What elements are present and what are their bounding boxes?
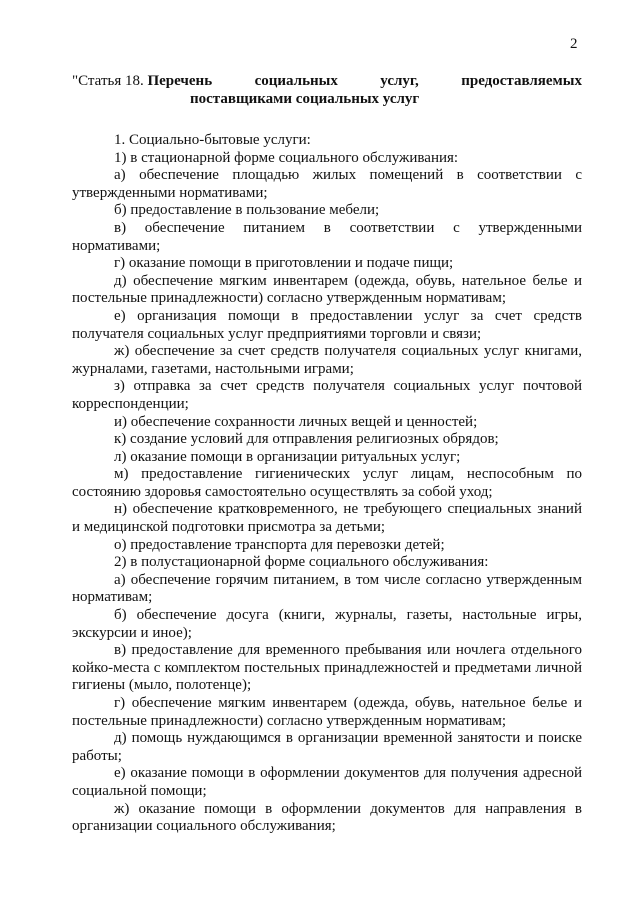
paragraph: г) обеспечение мягким инвентарем (одежда, обувь, нательное белье и постельные принадлежности) согласно утвержденным нормативам; bbox=[72, 695, 582, 729]
paragraph: н) обеспечение кратковременного, не требующего специальных знаний и медицинской подготовки присмотра за детьми; bbox=[72, 501, 582, 536]
article-title-start bbox=[72, 72, 212, 90]
paragraph: 1) в стационарной форме социального обслуживания: bbox=[114, 149, 459, 166]
article-title-line-2: поставщиками социальных услуг bbox=[190, 91, 420, 107]
paragraph: е) оказание помощи в оформлении документов для получения адресной социальной помощи; bbox=[72, 765, 582, 799]
paragraph: г) оказание помощи в приготовлении и подаче пищи; bbox=[114, 255, 454, 272]
paragraph: б) предоставление в пользование мебели; bbox=[114, 202, 380, 219]
paragraph: 1. Социально-бытовые услуги: bbox=[114, 132, 311, 148]
article-title-word: предоставляемых bbox=[461, 73, 582, 89]
paragraph: б) обеспечение досуга (книги, журналы, газеты, настольные игры, экскурсии и иное); bbox=[72, 607, 582, 641]
paragraph: е) организация помощи в предоставлении услуг за счет средств получателя социальных услуг предприятиями торговли и связи; bbox=[72, 307, 582, 342]
paragraph: о) предоставление транспорта для перевозки детей; bbox=[114, 536, 445, 553]
paragraph: в) обеспечение питанием в соответствии с утвержденными нормативами; bbox=[72, 219, 582, 254]
paragraph: л) оказание помощи в организации ритуальных услуг; bbox=[114, 448, 461, 465]
article-title-word: Перечень bbox=[147, 73, 213, 89]
paragraph: и) обеспечение сохранности личных вещей и ценностей; bbox=[114, 413, 478, 430]
paragraph: к) создание условий для отправления религиозных обрядов; bbox=[114, 431, 499, 448]
article-title-word: социальных bbox=[254, 73, 338, 89]
article-title-prefix: "Статья 18. bbox=[72, 73, 144, 89]
article-title bbox=[72, 72, 582, 108]
paragraph: в) предоставление для временного пребывания или ночлега отдельного койко-места с комплектом постельных принадлежностей и предметами личной гигиены (мыло, полотенце); bbox=[72, 642, 582, 694]
paragraph: а) обеспечение горячим питанием, в том числе согласно утвержденным нормативам; bbox=[72, 571, 582, 606]
paragraph: д) помощь нуждающимся в организации временной занятости и поиске работы; bbox=[72, 730, 582, 764]
article-body bbox=[72, 132, 582, 836]
article-title-line-1 bbox=[72, 72, 582, 90]
article-title-word: услуг, bbox=[380, 73, 419, 89]
paragraph: м) предоставление гигиенических услуг лицам, неспособным по состоянию здоровья самостоятельно осуществлять за собой уход; bbox=[72, 466, 582, 500]
page-number: 2 bbox=[570, 36, 578, 52]
paragraph: а) обеспечение площадью жилых помещений в соответствии с утвержденными нормативами; bbox=[72, 167, 582, 201]
paragraph: 2) в полустационарной форме социального обслуживания: bbox=[114, 554, 489, 571]
paragraph: д) обеспечение мягким инвентарем (одежда, обувь, нательное белье и постельные принадлежности) согласно утвержденным нормативам; bbox=[72, 272, 582, 307]
paragraph: з) отправка за счет средств получателя социальных услуг почтовой корреспонденции; bbox=[72, 378, 582, 412]
paragraph: ж) обеспечение за счет средств получателя социальных услуг книгами, журналами, газетами, настольными играми; bbox=[72, 343, 582, 377]
paragraph: ж) оказание помощи в оформлении документов для направления в организации социального обслуживания; bbox=[72, 800, 582, 835]
